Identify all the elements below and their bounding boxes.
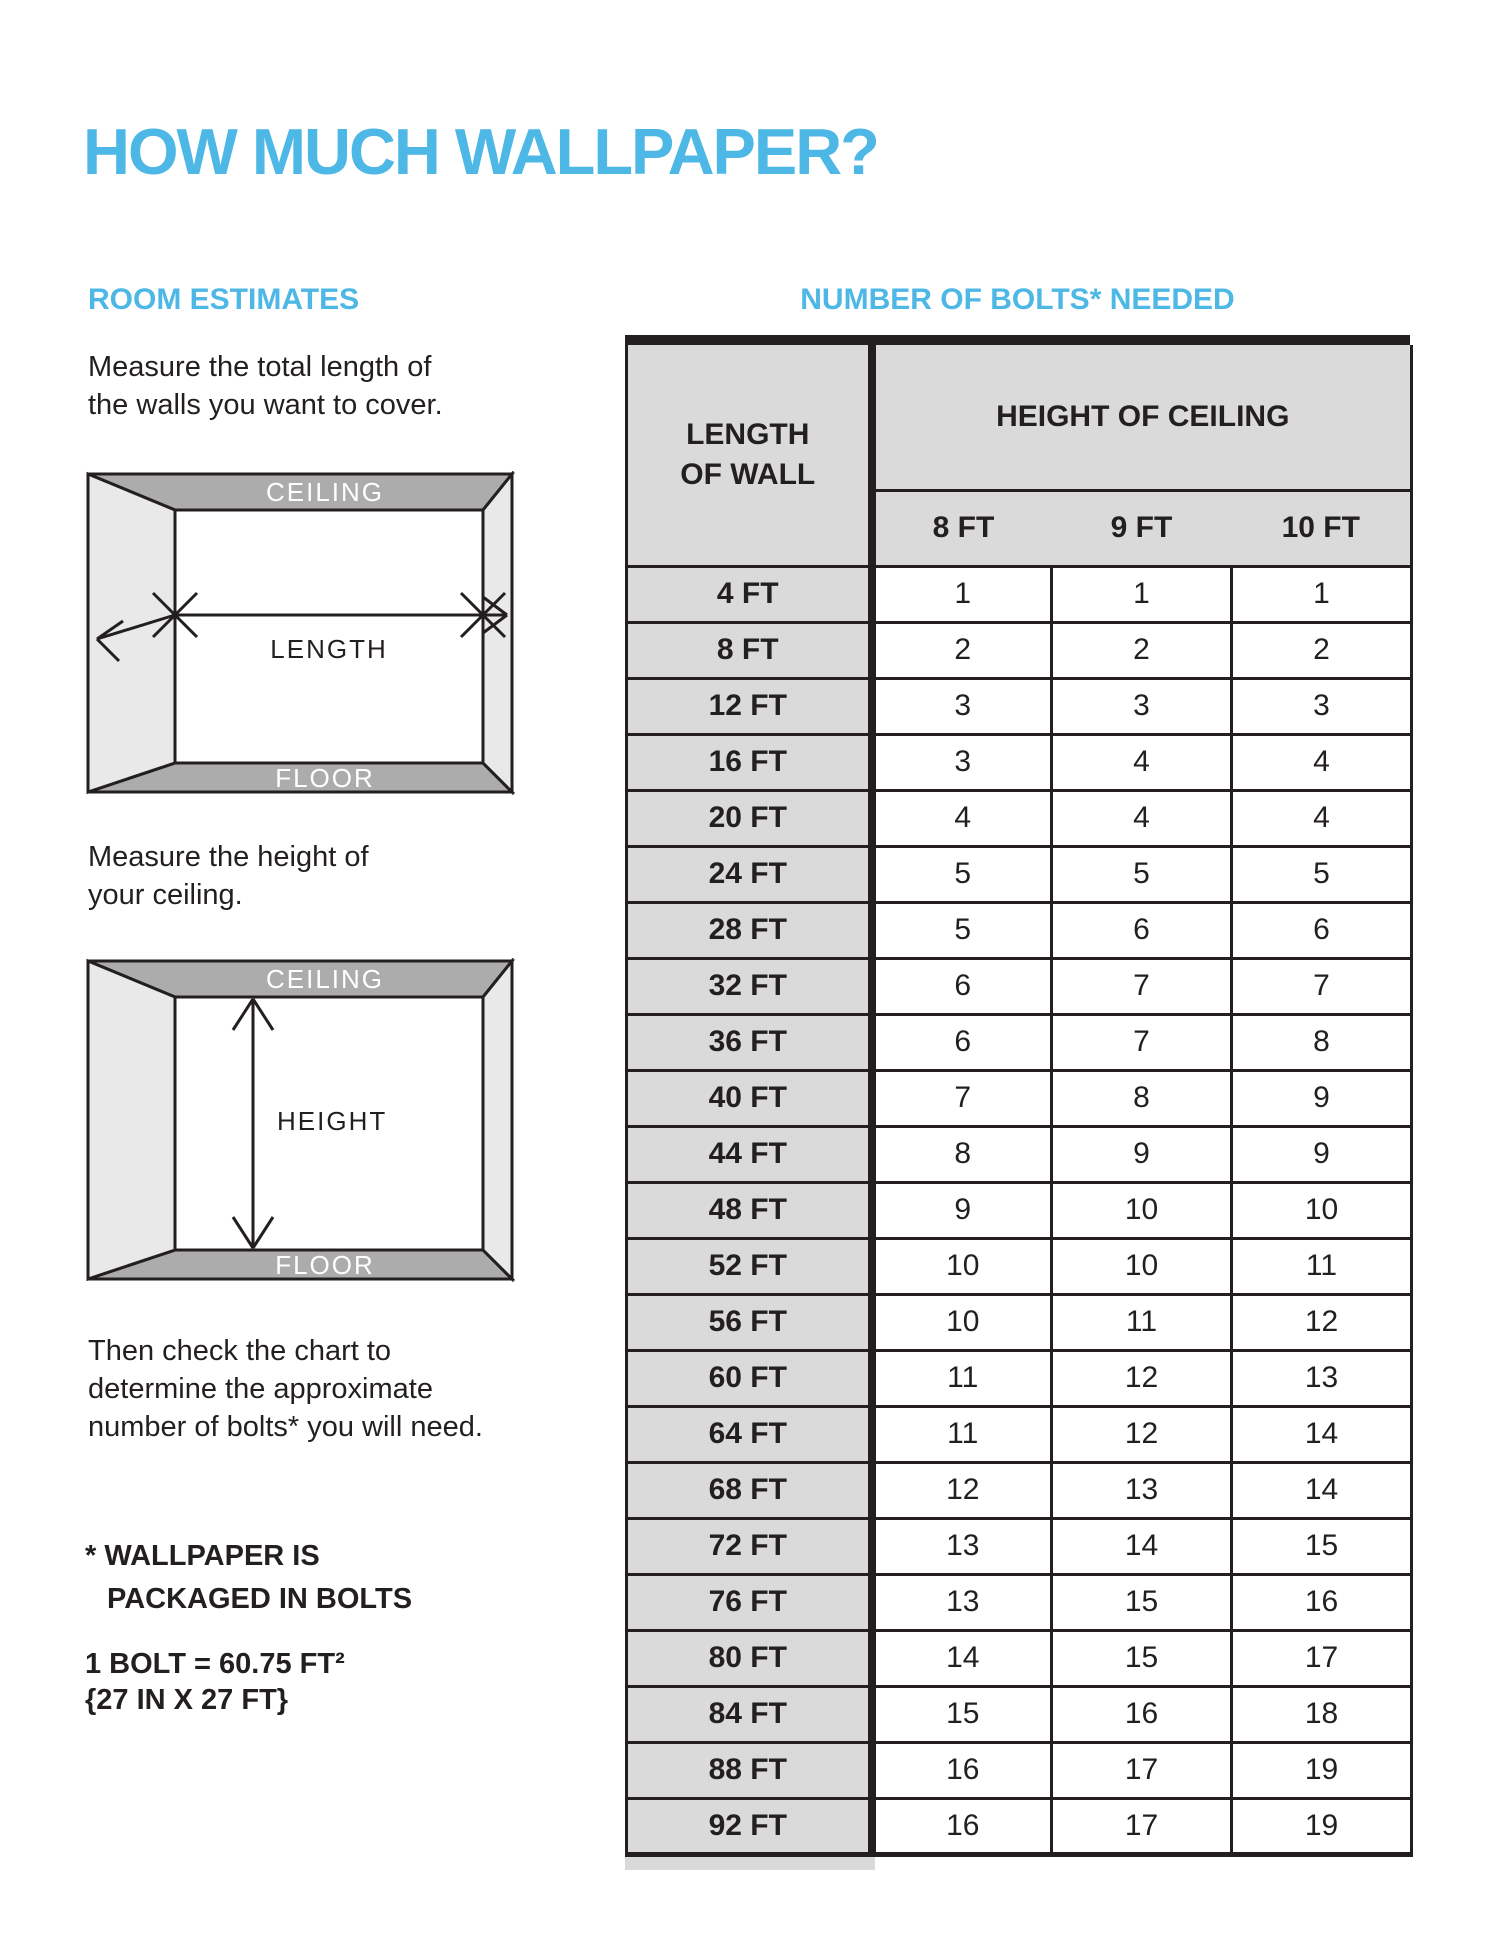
bolt-count-cell: 11 — [872, 1406, 1052, 1462]
footnote-line: {27 IN X 27 FT} — [85, 1684, 289, 1716]
bolt-count-cell: 12 — [1232, 1294, 1412, 1350]
bolt-count-cell: 18 — [1232, 1686, 1412, 1742]
instruction-line: the walls you want to cover. — [88, 389, 443, 421]
table-row — [627, 1294, 1412, 1350]
instruction-check-chart — [88, 1332, 483, 1446]
footnote-bolt-size — [85, 1646, 345, 1718]
table-row — [627, 1742, 1412, 1798]
length-label: LENGTH — [270, 634, 388, 664]
bolt-count-cell: 14 — [1052, 1518, 1232, 1574]
bolt-count-cell: 13 — [872, 1518, 1052, 1574]
row-label: 12 FT — [627, 678, 872, 734]
bolt-count-cell: 6 — [872, 1014, 1052, 1070]
bolt-count-cell: 12 — [1052, 1350, 1232, 1406]
instruction-measure-height — [88, 838, 369, 914]
table-row — [627, 678, 1412, 734]
instruction-line: determine the approximate — [88, 1373, 433, 1405]
bolt-count-cell: 11 — [1232, 1238, 1412, 1294]
bolt-count-cell: 15 — [1232, 1518, 1412, 1574]
bolt-count-cell: 3 — [872, 734, 1052, 790]
table-row — [627, 734, 1412, 790]
bolt-count-cell: 16 — [1052, 1686, 1232, 1742]
bolt-count-cell: 2 — [1052, 622, 1232, 678]
row-label: 52 FT — [627, 1238, 872, 1294]
bolt-count-cell: 1 — [872, 566, 1052, 622]
bolt-count-cell: 6 — [872, 958, 1052, 1014]
left-wall-surface — [88, 474, 175, 792]
bolt-count-cell: 5 — [1232, 846, 1412, 902]
table-row — [627, 1070, 1412, 1126]
bolt-count-cell: 15 — [1052, 1630, 1232, 1686]
bolt-count-cell: 11 — [1052, 1294, 1232, 1350]
instruction-line: number of bolts* you will need. — [88, 1411, 483, 1443]
bolt-count-cell: 17 — [1052, 1742, 1232, 1798]
table-row — [627, 1462, 1412, 1518]
bolt-count-cell: 1 — [1232, 566, 1412, 622]
bolt-count-cell: 10 — [1232, 1182, 1412, 1238]
row-label: 16 FT — [627, 734, 872, 790]
right-wall-surface — [483, 961, 512, 1279]
table-row — [627, 790, 1412, 846]
footnote-line: 1 BOLT = 60.75 FT² — [85, 1648, 345, 1680]
row-label: 84 FT — [627, 1686, 872, 1742]
floor-label: FLOOR — [275, 1250, 375, 1280]
right-wall-surface — [483, 474, 512, 792]
bolt-count-cell: 10 — [872, 1294, 1052, 1350]
bolt-count-cell: 8 — [1052, 1070, 1232, 1126]
footnote-wallpaper-bolts — [85, 1535, 412, 1621]
room-length-diagram — [85, 471, 515, 795]
table-row — [627, 566, 1412, 622]
table-row — [627, 622, 1412, 678]
bolt-count-cell: 10 — [872, 1238, 1052, 1294]
row-label: 64 FT — [627, 1406, 872, 1462]
bolt-count-cell: 10 — [1052, 1238, 1232, 1294]
col-header-height-of-ceiling: HEIGHT OF CEILING — [872, 345, 1412, 490]
row-label: 60 FT — [627, 1350, 872, 1406]
bolt-count-cell: 10 — [1052, 1182, 1232, 1238]
bolt-count-cell: 4 — [1232, 734, 1412, 790]
bolt-count-cell: 5 — [872, 902, 1052, 958]
table-row — [627, 1574, 1412, 1630]
table-row — [627, 1126, 1412, 1182]
row-label: 92 FT — [627, 1798, 872, 1854]
col-header-8ft: 8 FT — [872, 490, 1052, 566]
bolt-count-cell: 13 — [1052, 1462, 1232, 1518]
row-label: 32 FT — [627, 958, 872, 1014]
bolt-count-cell: 3 — [872, 678, 1052, 734]
bolt-count-cell: 13 — [872, 1574, 1052, 1630]
bolt-count-cell: 5 — [1052, 846, 1232, 902]
instruction-line: Then check the chart to — [88, 1335, 392, 1367]
instruction-measure-length — [88, 348, 443, 424]
bolt-count-cell: 4 — [1052, 734, 1232, 790]
table-row — [627, 1238, 1412, 1294]
table-row — [627, 1686, 1412, 1742]
row-label: 68 FT — [627, 1462, 872, 1518]
bolt-table-body — [627, 566, 1412, 1854]
bolt-count-cell: 12 — [872, 1462, 1052, 1518]
bolt-count-cell: 9 — [1232, 1126, 1412, 1182]
row-label: 28 FT — [627, 902, 872, 958]
row-label: 76 FT — [627, 1574, 872, 1630]
row-label: 4 FT — [627, 566, 872, 622]
room-height-diagram — [85, 958, 515, 1282]
bolt-count-cell: 16 — [1232, 1574, 1412, 1630]
table-row — [627, 1406, 1412, 1462]
bolt-count-cell: 19 — [1232, 1742, 1412, 1798]
bolt-count-cell: 2 — [872, 622, 1052, 678]
instruction-line: your ceiling. — [88, 879, 243, 911]
table-footer-strip — [625, 1857, 875, 1870]
table-row — [627, 1350, 1412, 1406]
bolt-count-cell: 7 — [872, 1070, 1052, 1126]
table-heading: NUMBER OF BOLTS* NEEDED — [800, 283, 1235, 316]
bolt-count-cell: 7 — [1052, 1014, 1232, 1070]
table-row — [627, 1630, 1412, 1686]
bolt-count-cell: 17 — [1052, 1798, 1232, 1854]
row-label: 80 FT — [627, 1630, 872, 1686]
bolt-count-cell: 12 — [1052, 1406, 1232, 1462]
row-label: 44 FT — [627, 1126, 872, 1182]
bolt-table-container — [625, 335, 1410, 1870]
ceiling-label: CEILING — [265, 964, 385, 994]
col-header-9ft: 9 FT — [1052, 490, 1232, 566]
instruction-line: Measure the total length of — [88, 351, 432, 383]
bolt-count-cell: 4 — [1232, 790, 1412, 846]
bolt-count-cell: 5 — [872, 846, 1052, 902]
table-row — [627, 1798, 1412, 1854]
row-label: 88 FT — [627, 1742, 872, 1798]
bolt-count-cell: 17 — [1232, 1630, 1412, 1686]
bolt-count-cell: 11 — [872, 1350, 1052, 1406]
bolt-count-cell: 4 — [1052, 790, 1232, 846]
bolt-count-cell: 13 — [1232, 1350, 1412, 1406]
bolt-count-cell: 9 — [1232, 1070, 1412, 1126]
instruction-line: Measure the height of — [88, 841, 369, 873]
bolt-count-cell: 15 — [872, 1686, 1052, 1742]
height-label: HEIGHT — [277, 1106, 388, 1136]
footnote-line: PACKAGED IN BOLTS — [107, 1583, 413, 1615]
bolt-count-cell: 8 — [872, 1126, 1052, 1182]
row-label: 36 FT — [627, 1014, 872, 1070]
bolt-count-cell: 14 — [872, 1630, 1052, 1686]
bolt-count-cell: 14 — [1232, 1406, 1412, 1462]
table-header-row-1 — [627, 345, 1412, 490]
section-heading-room-estimates: ROOM ESTIMATES — [88, 283, 360, 316]
bolt-count-cell: 6 — [1232, 902, 1412, 958]
bolt-count-cell: 4 — [872, 790, 1052, 846]
bolt-count-cell: 19 — [1232, 1798, 1412, 1854]
floor-label: FLOOR — [275, 763, 375, 793]
bolt-count-cell: 7 — [1232, 958, 1412, 1014]
bolt-count-cell: 8 — [1232, 1014, 1412, 1070]
bolt-count-cell: 1 — [1052, 566, 1232, 622]
bolt-count-cell: 15 — [1052, 1574, 1232, 1630]
row-label: 40 FT — [627, 1070, 872, 1126]
ceiling-label: CEILING — [265, 477, 385, 507]
bolt-count-cell: 16 — [872, 1742, 1052, 1798]
col-header-10ft: 10 FT — [1232, 490, 1412, 566]
table-row — [627, 1518, 1412, 1574]
bolt-count-cell: 9 — [1052, 1126, 1232, 1182]
col-header-line: LENGTH — [686, 417, 810, 451]
table-row — [627, 1014, 1412, 1070]
bolt-count-cell: 7 — [1052, 958, 1232, 1014]
left-wall-surface — [88, 961, 175, 1279]
footnote-line: * WALLPAPER IS — [85, 1540, 320, 1572]
table-row — [627, 902, 1412, 958]
bolt-count-cell: 16 — [872, 1798, 1052, 1854]
row-label: 72 FT — [627, 1518, 872, 1574]
bolt-count-cell: 3 — [1232, 678, 1412, 734]
col-header-length-of-wall — [627, 345, 872, 566]
bolt-count-cell: 14 — [1232, 1462, 1412, 1518]
bolt-table — [625, 345, 1413, 1857]
row-label: 56 FT — [627, 1294, 872, 1350]
table-row — [627, 846, 1412, 902]
bolt-count-cell: 9 — [872, 1182, 1052, 1238]
page-title: HOW MUCH WALLPAPER? — [83, 114, 878, 188]
bolt-count-cell: 6 — [1052, 902, 1232, 958]
row-label: 48 FT — [627, 1182, 872, 1238]
row-label: 8 FT — [627, 622, 872, 678]
row-label: 24 FT — [627, 846, 872, 902]
bolt-count-cell: 2 — [1232, 622, 1412, 678]
table-row — [627, 1182, 1412, 1238]
col-header-line: OF WALL — [680, 457, 816, 491]
table-row — [627, 958, 1412, 1014]
row-label: 20 FT — [627, 790, 872, 846]
bolt-count-cell: 3 — [1052, 678, 1232, 734]
